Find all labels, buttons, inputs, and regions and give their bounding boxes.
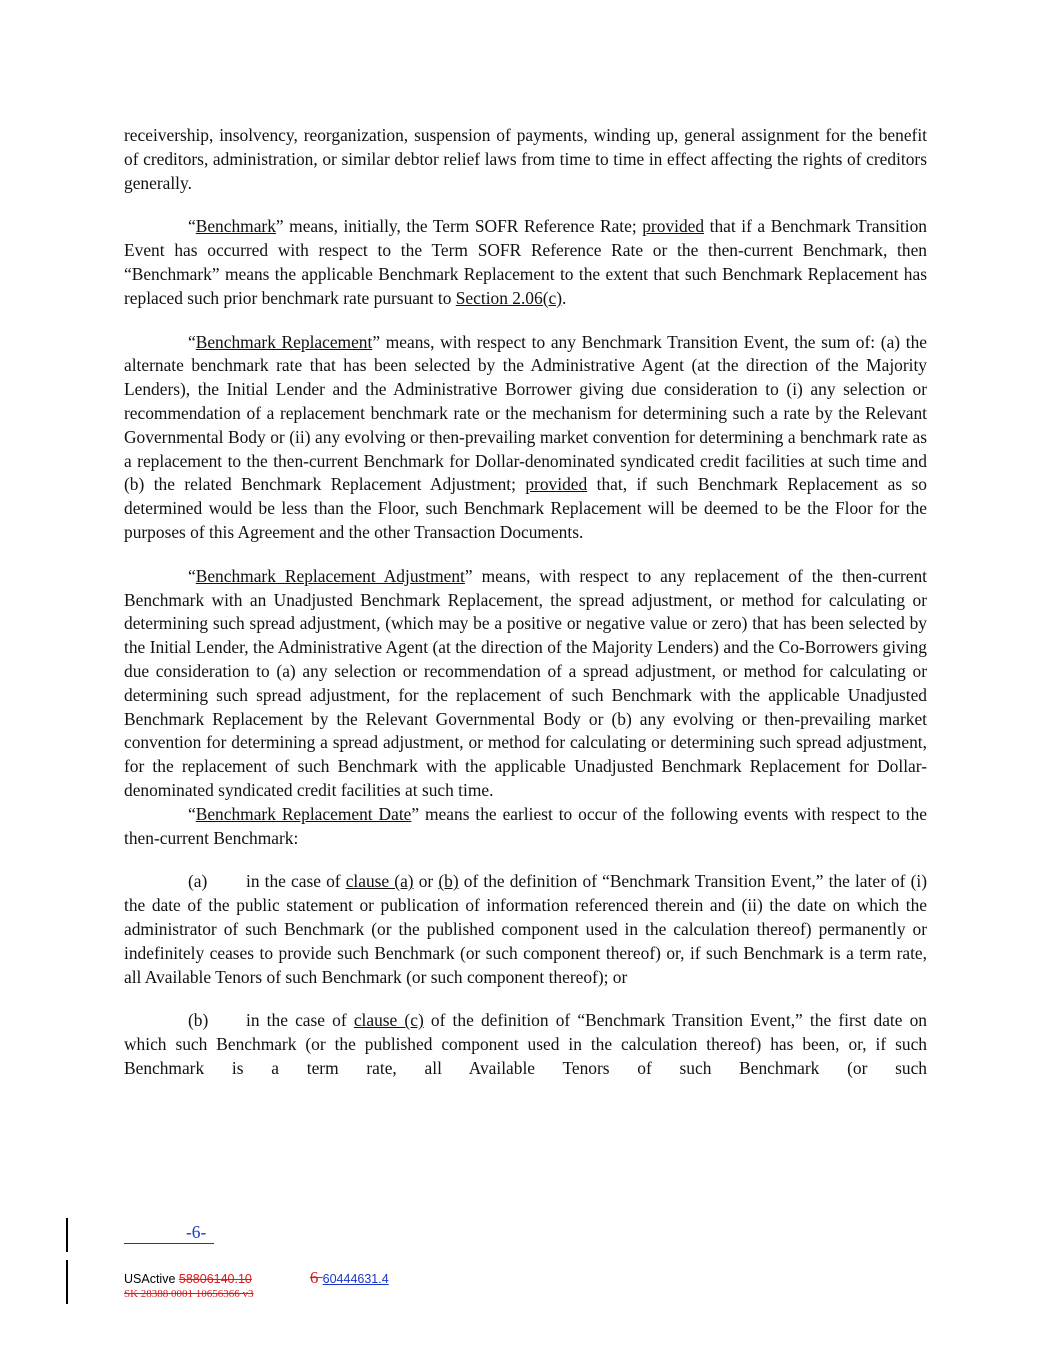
deleted-sk-id: SK 28388 0001 10656366 v3	[124, 1288, 254, 1300]
clause-label: (b)	[188, 1010, 209, 1031]
defined-term: Benchmark	[195, 216, 276, 237]
clause-text: of the definition of “Benchmark Transition Event,” the later of (i) the date of the public statement or publication of information referenced therein and (ii) the date on which the administrator of such Benchmark (or the published component used in the calculation thereof) permanently or indefinitely ceases to provide such Benchmark (or such component thereof) or, if such Benchmark is a term rate, all Available Tenors of such Benchmark (or such component thereof); or	[124, 871, 927, 987]
inserted-doc-id: 60444631.4	[322, 1272, 389, 1286]
change-bar	[66, 1218, 68, 1252]
clause-b	[124, 1009, 927, 1080]
clause-reference: clause (c)	[353, 1010, 424, 1031]
clause-label: (a)	[188, 871, 208, 892]
change-bar	[66, 1260, 68, 1304]
clause-reference: clause (a)	[345, 871, 414, 892]
page-footer	[0, 1222, 1055, 1342]
paragraph-debtor-relief	[124, 124, 927, 195]
definition-text: ” means, with respect to any Benchmark Transition Event, the sum of: (a) the alternate benchmark rate that has been selected by the Administrative Agent (at the direction of the Majority Lenders), the Initial Lender and the Administrative Borrower giving due consideration to (i) any selection or recommendation of a replacement benchmark rate or the mechanism for determining such a rate by the Relevant Governmental Body or (ii) any evolving or then-prevailing market convention for determining a benchmark rate as a replacement to the then-current Benchmark for Dollar-denominated syndicated credit facilities at such time and (b) the related Benchmark Replacement Adjustment;	[124, 331, 927, 495]
clause-text: of the definition of “Benchmark Transition Event,” the first date on which such Benchmark (or the published component used in the calculation thereof) has been, or, if such Benchmark is a term rate, all Available Tenors of such Benchmark (or such	[124, 1010, 928, 1078]
clause-text: in the case of	[246, 871, 346, 892]
quote: “	[188, 565, 196, 586]
document-body	[124, 124, 927, 1101]
deleted-page-number: 6	[309, 1268, 323, 1287]
quote: “	[188, 216, 196, 237]
clause-text: in the case of	[246, 1010, 354, 1031]
definition-text: that if a Benchmark Transition Event has occurred with respect to the Term SOFR Reference Rate or the then-current Benchmark, then “Benchmark” means the applicable Benchmark Replacement to the extent that such Benchmark Replacement has replaced such prior benchmark rate pursuant to	[124, 216, 927, 308]
provided-keyword: provided	[525, 474, 588, 495]
provided-keyword: provided	[642, 216, 705, 237]
defined-term: Benchmark Replacement Date	[195, 803, 412, 824]
definition-text: that, if such Benchmark Replacement as so determined would be less than the Floor, such Benchmark Replacement will be deemed to be the Floor for the purposes of this Agreement and the other Transaction Documents.	[124, 474, 927, 542]
quote: “	[188, 803, 196, 824]
quote: “	[188, 331, 196, 352]
document-id	[124, 1268, 389, 1288]
definition-benchmark-replacement	[124, 331, 927, 545]
doc-prefix: USActive	[124, 1272, 179, 1286]
definition-text: ” means, initially, the Term SOFR Reference Rate;	[275, 216, 643, 237]
definition-benchmark	[124, 215, 927, 310]
definition-benchmark-replacement-adjustment	[124, 565, 927, 803]
page-number: -6-	[124, 1222, 214, 1244]
definition-text: ” means, with respect to any replacement of the then-current Benchmark with an Unadjusted Benchmark Replacement, the spread adjustment, or method for calculating or determining such spread adjustment, (which may be a positive or negative value or zero) that has been selected by the Initial Lender, the Administrative Agent (at the direction of the Majority Lenders) and the Co-Borrowers giving due consideration to (a) any selection or recommendation of a spread adjustment, or method for calculating or determining such spread adjustment, for the replacement of such Benchmark with the applicable Unadjusted Benchmark Replacement by the Relevant Governmental Body or (b) any evolving or then-prevailing market convention for determining a spread adjustment, or method for calculating or determining such spread adjustment, for the replacement of such Benchmark with the applicable Unadjusted Benchmark Replacement for Dollar-denominated syndicated credit facilities at such time.	[124, 565, 928, 800]
deleted-doc-id: 58806140.10	[178, 1272, 252, 1286]
definition-benchmark-replacement-date	[124, 803, 927, 851]
paragraph-text: receivership, insolvency, reorganization, suspension of payments, winding up, general assignment for the benefit of creditors, administration, or similar debtor relief laws from time to time in effect affecting the rights of creditors generally.	[124, 125, 927, 193]
clause-a	[124, 870, 927, 989]
section-reference: Section 2.06(c)	[455, 287, 562, 308]
definition-text: .	[562, 287, 567, 308]
definition-text: ” means the earliest to occur of the following events with respect to the then-current Benchmark:	[124, 803, 927, 848]
clause-text: or	[413, 871, 439, 892]
defined-term: Benchmark Replacement	[195, 331, 373, 352]
clause-reference: (b)	[438, 871, 459, 892]
defined-term: Benchmark Replacement Adjustment	[195, 565, 465, 586]
